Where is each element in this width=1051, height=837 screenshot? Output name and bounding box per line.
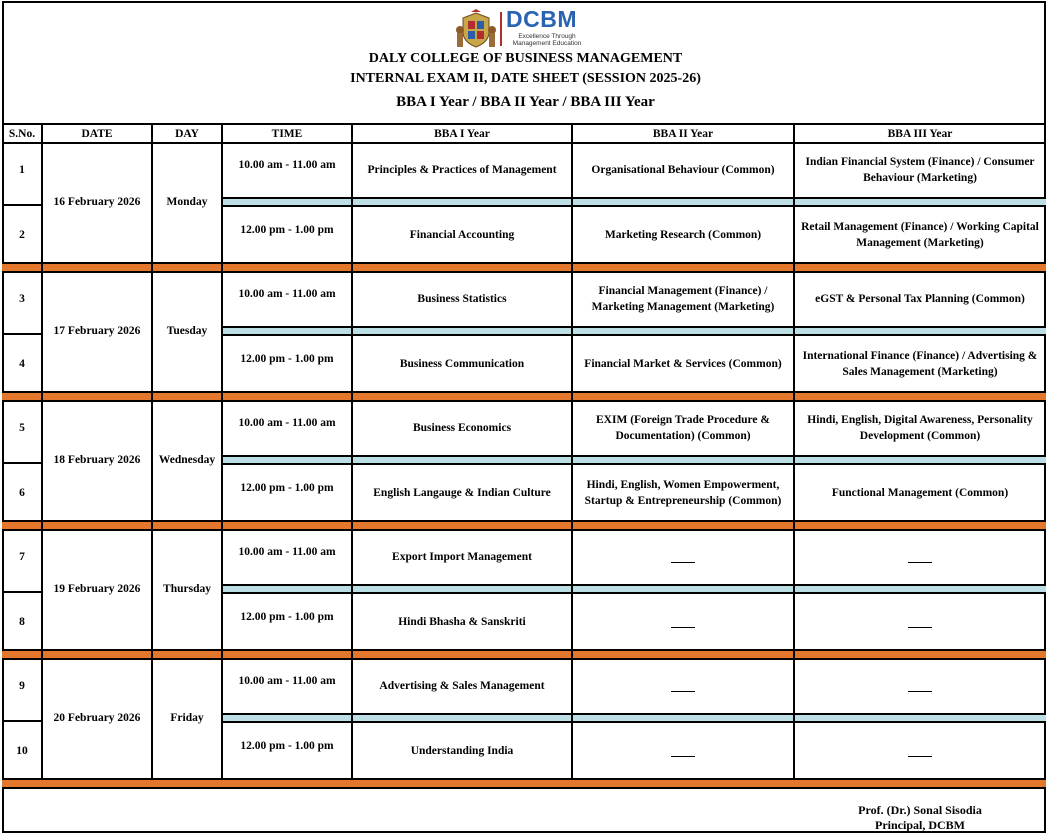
header-date: DATE xyxy=(81,127,113,140)
column-divider xyxy=(41,123,43,778)
subject-bba1: Business Economics xyxy=(412,421,512,434)
column-divider xyxy=(221,123,223,778)
crest-icon xyxy=(455,8,497,50)
subject-bba1: English Langauge & Indian Culture xyxy=(373,486,551,499)
exam-day: Wednesday xyxy=(158,454,216,467)
slot-separator xyxy=(222,713,1046,723)
column-divider xyxy=(571,123,573,778)
exam-date: 18 February 2026 xyxy=(53,454,141,467)
serial-number: 6 xyxy=(19,486,25,499)
no-exam-dash xyxy=(671,690,695,692)
no-exam-dash xyxy=(908,561,932,563)
header-bba1: BBA I Year xyxy=(434,127,490,140)
exam-date: 20 February 2026 xyxy=(53,712,141,725)
subject-bba2: Organisational Behaviour (Common) xyxy=(591,163,775,176)
slot-separator xyxy=(222,455,1046,465)
no-exam-dash xyxy=(908,690,932,692)
subject-bba1: Financial Accounting xyxy=(409,228,515,241)
college-name: DALY COLLEGE OF BUSINESS MANAGEMENT xyxy=(368,51,683,66)
exam-day: Monday xyxy=(166,196,208,209)
subject-bba2 xyxy=(572,660,794,713)
exam-time: 10.00 am - 11.00 am xyxy=(238,674,336,687)
subject-bba2: Marketing Research (Common) xyxy=(604,228,762,241)
day-separator xyxy=(2,778,1046,789)
subject-bba3: Hindi, English, Digital Awareness, Personality Development (Common) xyxy=(807,414,1033,442)
subject-bba2: Financial Management (Finance) / Marketing Management (Marketing) xyxy=(591,285,775,313)
serial-number: 7 xyxy=(19,550,25,563)
subject-bba1: Business Communication xyxy=(399,357,525,370)
subject-bba3: eGST & Personal Tax Planning (Common) xyxy=(815,292,1025,305)
subject-bba3 xyxy=(794,660,1046,713)
exam-day: Tuesday xyxy=(166,325,208,338)
column-divider xyxy=(793,123,795,778)
serial-divider xyxy=(2,720,42,722)
slot-separator xyxy=(222,584,1046,594)
subject-bba1: Understanding India xyxy=(410,744,514,757)
no-exam-dash xyxy=(908,626,932,628)
serial-number: 4 xyxy=(19,357,25,370)
exam-time: 12.00 pm - 1.00 pm xyxy=(240,739,334,752)
serial-divider xyxy=(2,204,42,206)
logo-tagline-2: Management Education xyxy=(512,40,582,47)
slot-separator xyxy=(222,197,1046,207)
no-exam-dash xyxy=(908,755,932,757)
subject-bba2 xyxy=(572,725,794,778)
exam-date: 19 February 2026 xyxy=(53,583,141,596)
day-separator xyxy=(2,649,1046,660)
exam-time: 12.00 pm - 1.00 pm xyxy=(240,481,334,494)
signatory-name: Prof. (Dr.) Sonal Sisodia xyxy=(858,803,982,817)
exam-date: 17 February 2026 xyxy=(53,325,141,338)
exam-time: 12.00 pm - 1.00 pm xyxy=(240,223,334,236)
day-separator xyxy=(2,391,1046,402)
subject-bba1: Business Statistics xyxy=(417,292,507,305)
subject-bba3: Functional Management (Common) xyxy=(831,486,1009,499)
exam-time: 12.00 pm - 1.00 pm xyxy=(240,352,334,365)
header-sno: S.No. xyxy=(8,127,36,140)
column-divider xyxy=(151,123,153,778)
header-day: DAY xyxy=(175,127,199,140)
exam-title: INTERNAL EXAM II, DATE SHEET (SESSION 2025-26) xyxy=(350,71,701,86)
subject-bba2: EXIM (Foreign Trade Procedure & Documentation) (Common) xyxy=(596,414,770,442)
serial-number: 9 xyxy=(19,679,25,692)
subject-bba2: Hindi, English, Women Empowerment, Startup & Entrepreneurship (Common) xyxy=(584,479,782,507)
subject-bba3: Retail Management (Finance) / Working Capital Management (Marketing) xyxy=(801,221,1039,249)
no-exam-dash xyxy=(671,561,695,563)
slot-separator xyxy=(222,326,1046,336)
serial-number: 2 xyxy=(19,228,25,241)
college-logo xyxy=(455,8,590,50)
serial-number: 8 xyxy=(19,615,25,628)
subject-bba3: Indian Financial System (Finance) / Consumer Behaviour (Marketing) xyxy=(805,156,1035,184)
programs-title: BBA I Year / BBA II Year / BBA III Year xyxy=(396,94,655,110)
serial-number: 1 xyxy=(19,163,25,176)
day-separator xyxy=(2,520,1046,531)
subject-bba1: Hindi Bhasha & Sanskriti xyxy=(398,615,526,628)
header-bba2: BBA II Year xyxy=(652,127,714,140)
exam-time: 10.00 am - 11.00 am xyxy=(238,545,336,558)
subject-bba3: International Finance (Finance) / Advertising & Sales Management (Marketing) xyxy=(802,350,1038,378)
subject-bba2: Financial Market & Services (Common) xyxy=(584,357,782,370)
subject-bba1: Export Import Management xyxy=(392,550,532,563)
serial-divider xyxy=(2,333,42,335)
serial-divider xyxy=(2,591,42,593)
exam-time: 12.00 pm - 1.00 pm xyxy=(240,610,334,623)
subject-bba3 xyxy=(794,596,1046,649)
subject-bba2 xyxy=(572,596,794,649)
serial-number: 5 xyxy=(19,421,25,434)
subject-bba3 xyxy=(794,531,1046,584)
logo-tagline-1: Excellence Through xyxy=(518,33,576,40)
serial-number: 3 xyxy=(19,292,25,305)
serial-divider xyxy=(2,462,42,464)
subject-bba1: Principles & Practices of Management xyxy=(367,163,557,176)
subject-bba2 xyxy=(572,531,794,584)
no-exam-dash xyxy=(671,755,695,757)
subject-bba3 xyxy=(794,725,1046,778)
exam-time: 10.00 am - 11.00 am xyxy=(238,287,336,300)
exam-time: 10.00 am - 11.00 am xyxy=(238,416,336,429)
day-separator xyxy=(2,262,1046,273)
serial-number: 10 xyxy=(16,744,28,757)
no-exam-dash xyxy=(671,626,695,628)
exam-day: Thursday xyxy=(163,583,211,596)
exam-date: 16 February 2026 xyxy=(53,196,141,209)
exam-time: 10.00 am - 11.00 am xyxy=(238,158,336,171)
logo-text: DCBM xyxy=(506,6,577,32)
column-divider xyxy=(351,123,353,778)
header-bba3: BBA III Year xyxy=(887,127,953,140)
subject-bba1: Advertising & Sales Management xyxy=(379,679,545,692)
signatory-designation: Principal, DCBM xyxy=(875,818,965,832)
exam-day: Friday xyxy=(170,712,204,725)
header-time: TIME xyxy=(271,127,303,140)
